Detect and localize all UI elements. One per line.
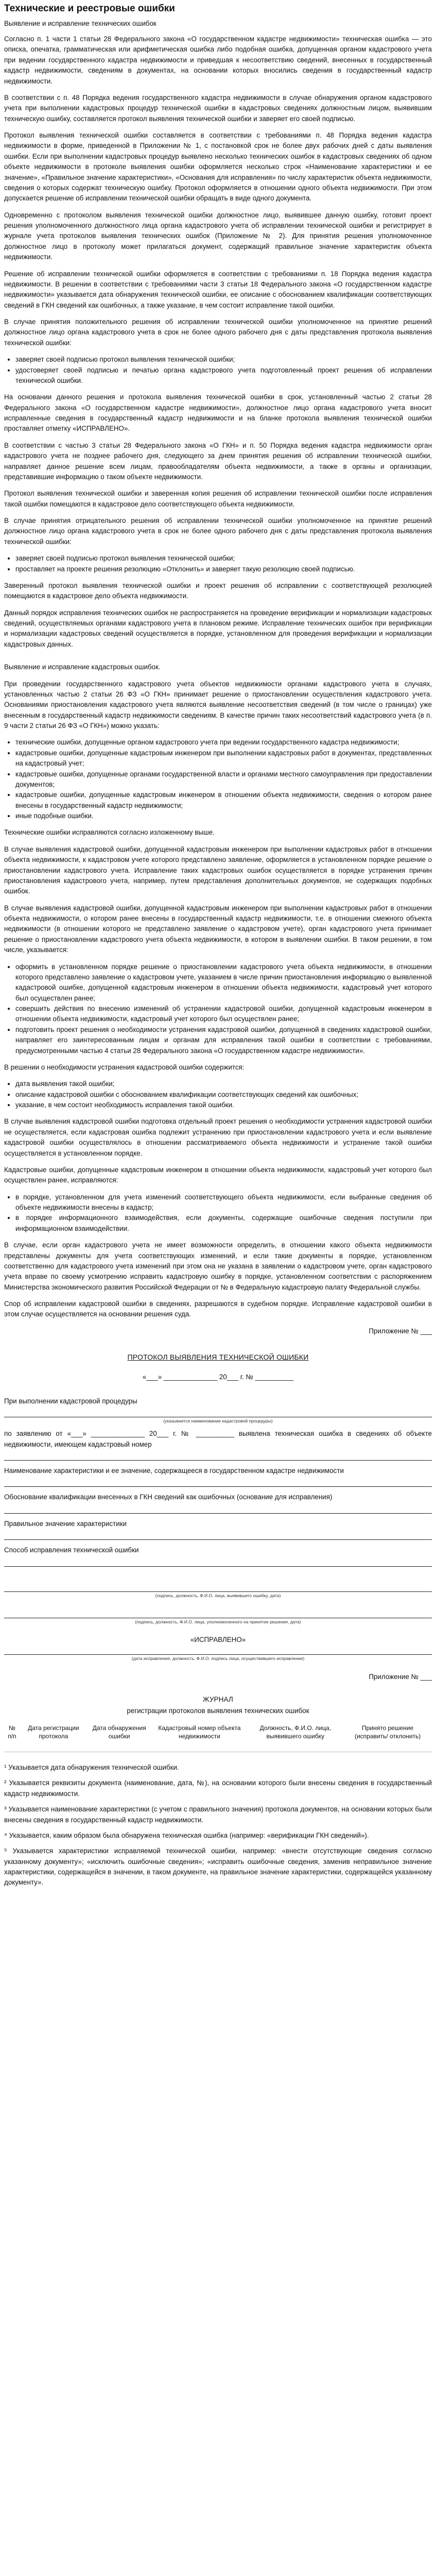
- protocol-correct-value-row: [4, 1519, 432, 1540]
- column-header: Должность, Ф.И.О. лица, выявившего ошибку: [259, 1724, 331, 1740]
- column-header: Дата обнаружения ошибки: [92, 1724, 146, 1740]
- paragraphs-block-1: [4, 34, 432, 348]
- signature-caption-1: (подпись, должность, Ф.И.О. лица, выявившего ошибку, дата): [155, 1592, 281, 1598]
- paragraph: В случае принятия положительного решения об исправлении технической ошибки уполномоченное на принятие решений должностное лицо органа кадастрового учета в срок не более одного рабочего дня с даты представления протокола выявления технической ошибки:: [4, 318, 432, 347]
- paragraph: В случае выявления кадастровой ошибки, допущенной кадастровым инженером при выполнении кадастровых работ в отношении объекта недвижимости, к кадастровом учете которого представлено заявление, оформляется в установленном порядке решение о приостановлении кадастрового учета. Исправление таких кадастровых ошибок осуществляется в порядке устранения причин приостановления кадастрового учета, например, путем представления дополнительных документов, не содержащих подобных ошибок.: [4, 845, 432, 895]
- paragraph: Решение об исправлении технической ошибки оформляется в соответствии с требованиями п. 18 Порядка ведения кадастра недвижимости. В решении в соответствии с требованиями части 3 статьи 18 Федерального закона «О государственном кадастре недвижимости» указывается дата обнаружения технической ошибки, ее описание с обоснованием квалификации соответствующих сведений в ГКН сведений как ошибочных, а также указание, в чем состоит исправление такой ошибки.: [4, 269, 432, 309]
- column-header: № п/п: [8, 1724, 16, 1740]
- list-item: • указание, в чем состоит необходимость исправления такой ошибки.: [15, 1100, 432, 1110]
- table-cell[interactable]: [151, 1741, 247, 1752]
- column-header: Кадастровый номер объекта недвижимости: [158, 1724, 241, 1740]
- characteristic-field[interactable]: [4, 1477, 432, 1487]
- spacer: [4, 1602, 432, 1608]
- journal-table: [4, 1723, 432, 1752]
- protocol-characteristic-row: [4, 1466, 432, 1487]
- procedure-field[interactable]: [4, 1408, 432, 1417]
- protocol-justification-label: Обоснование квалификации внесенных в ГКН сведений как ошибочных (основание для исправления): [4, 1493, 333, 1501]
- protocol-procedure-row: [4, 1396, 432, 1424]
- footnote: ² Указывается реквизиты документа (наименование, дата, №), на основании которого были внесены сведения в государственный кадастр недвижимости.: [4, 1779, 432, 1798]
- paragraph: В случае принятия отрицательного решения об исправлении технической ошибки уполномоченное на принятие решений должностное лицо органа кадастрового учета в срок не более одного рабочего дня с даты представления протокола выявления технической ошибки:: [4, 517, 432, 546]
- protocol-correct-value-label: Правильное значение характеристики: [4, 1519, 127, 1528]
- paragraphs-block-6: [4, 1116, 432, 1185]
- paragraph: В соответствии с п. 48 Порядка ведения государственного кадастра недвижимости в случае обнаружения органом кадастрового учета при выполнении кадастровых процедур технической ошибки в кадастровых сведениях должностным лицом, выявившим техническую ошибку, составляется протокол выявления технической ошибки и заверяет его своей подписью.: [4, 93, 432, 123]
- journal-subtitle: регистрации протоколов выявления технических ошибок: [127, 1707, 309, 1715]
- paragraph: Технические ошибки исправляются согласно изложенному выше.: [4, 828, 215, 837]
- paragraph: Протокол выявления технической ошибки и заверенная копия решения об исправлении технической ошибки после исправления такой ошибки помещаются в кадастровое дело соответствующего объекта недвижимости.: [4, 489, 432, 508]
- signature-caption-2: (подпись, должность, Ф.И.О. лица, уполномоченного на принятие решения, дата): [135, 1619, 301, 1624]
- paragraphs-block-7: [4, 1240, 432, 1320]
- signature-caption-3: (дата исправления, должность, Ф.И.О. подпись лица, осуществившего исправление): [131, 1656, 305, 1662]
- table-cell[interactable]: [87, 1741, 151, 1752]
- journal-header-row: [4, 1723, 432, 1741]
- paragraphs-block-4: [4, 827, 432, 955]
- bullet-list-4: [4, 962, 432, 1056]
- signature-block: [4, 1582, 432, 1662]
- list-item: • в порядке, установленном для учета изменений соответствующего объекта недвижимости, если выбранные сведения об объекте недвижимости внесены в кадастр;: [15, 1192, 432, 1213]
- column-header: Дата регистрации протокола: [28, 1724, 79, 1740]
- section-subtitle: Выявление и исправление технических ошибок: [4, 19, 156, 27]
- appendix-2-label: Приложение № ___: [369, 1672, 432, 1681]
- method-field[interactable]: [4, 1557, 432, 1567]
- paragraph: Одновременно с протоколом выявления технической ошибки должностное лицо, выявившее данную ошибку, готовит проект решения уполномоченного должностного лица органа кадастрового учета об исправлении технической ошибки и регистрирует в журнале учета протоколов выявления технических ошибок (Приложение № 2). Для принятия решения уполномоченное должностное лицо в протоколу может прилагаться документ, содержащий правильное значение характеристик объекта недвижимости.: [4, 211, 432, 261]
- list-item: • подготовить проект решения о необходимости устранения кадастровой ошибки, допущенной в сведениях кадастровой ошибки, направляет его заинтересованным лицам и органам для исправления такой ошибки в соответствии с требованиями, предусмотренными частью 4 статьи 28 Федерального закона «О государственном кадастре недвижимости».: [15, 1025, 432, 1056]
- list-item: • кадастровые ошибки, допущенные кадастровым инженером в отношении объекта недвижимости, сведения о котором ранее внесены в государственный кадастр недвижимости;: [15, 790, 432, 811]
- footnote: ¹ Указывается дата обнаружения технической ошибки.: [4, 1764, 179, 1772]
- signature-line-1[interactable]: [4, 1582, 432, 1592]
- protocol-method-label: Способ исправления технической ошибки: [4, 1546, 139, 1554]
- protocol-procedure-label: При выполнении кадастровой процедуры: [4, 1397, 137, 1405]
- paragraph: В случае выявления кадастровой ошибки, допущенной кадастровым инженером при выполнении кадастровых работ в отношении объекта недвижимости, о котором ранее внесены в государственный кадастр недвижимости, т.е. в отношении смежного объекта недвижимости (в отношении которого не представлено заявление о кадастровом учете), орган кадастрового учета принимает решение о приостановлении кадастрового учета объекта недвижимости, в котором в выявлении ошибки. В таком решении, в том числе, указывается:: [4, 904, 432, 954]
- footnote: ⁴ Указывается, каким образом была обнаружена техническая ошибка (например: «верификации ГКН сведений»).: [4, 1831, 369, 1839]
- paragraph: Протокол выявления технической ошибки составляется в соответствии с требованиями п. 48 Порядка ведения кадастра недвижимости в форме, приведенной в Приложении № 1, с постановкой срок не более двух рабочих дней с даты выявления ошибки. Если при выполнении кадастровых процедур выявлено несколько технических ошибок в кадастровых сведениях об одном объекте недвижимости в протоколе выявления ошибки оформляется несколько строк «Наименование характеристики и ее значение», «Правильное значение характеристики», «Основания для исправления» по числу характеристик объекта недвижимости, сведения о которых содержат техническую ошибку. Протокол оформляется в отношении одного объекта недвижимости. При этом допускается решение об исправлении технической ошибки обращать в виде одного документа.: [4, 131, 432, 202]
- table-cell[interactable]: [20, 1741, 87, 1752]
- bullet-list-6: [4, 1192, 432, 1234]
- list-item: • удостоверяет своей подписью и печатью органа кадастрового учета подготовленный проект решения об исправлении технической ошибки.: [15, 365, 432, 386]
- list-item: • технические ошибки, допущенные органом кадастрового учета при ведении государственного кадастра недвижимости;: [15, 737, 432, 748]
- protocol-application-text: по заявлению от «___» ______________ 20___ г. № __________ выявлена техническая ошибка в сведениях об объекте недвижимости, имеющем кадастровый номер: [4, 1430, 432, 1448]
- paragraph: Согласно п. 1 части 1 статьи 28 Федерального закона «О государственном кадастре недвижимости» техническая ошибка — это описка, опечатка, грамматическая или арифметическая ошибка либо подобная ошибка, допущенная органом кадастрового учета при ведении государственного кадастра недвижимости и приведшая к несоответствию сведений, внесенных в государственный кадастр недвижимости, сведениям в документах, на основании которых вносились сведения в государственный кадастр недвижимости.: [4, 35, 432, 85]
- journal-title: ЖУРНАЛ: [203, 1695, 233, 1703]
- paragraph: Заверенный протокол выявления технической ошибки и проект решения об исправлении с соответствующей резолюцией помещаются в кадастровое дело объекта недвижимости.: [4, 581, 432, 600]
- bullet-list-1: [4, 354, 432, 386]
- protocol-characteristic-label: Наименование характеристики и ее значение, содержащееся в государственном кадастре недвижимости: [4, 1467, 344, 1475]
- list-item: • описание кадастровой ошибки с обоснованием квалификации соответствующих сведений как ошибочных;: [15, 1090, 432, 1100]
- table-cell[interactable]: [4, 1741, 20, 1752]
- page-title: Технические и реестровые ошибки: [4, 3, 175, 14]
- list-item: • дата выявления такой ошибки;: [15, 1079, 432, 1089]
- bullet-list-2: [4, 553, 432, 574]
- paragraph: Спор об исправлении кадастровой ошибки в сведениях, разрешаются в судебном порядке. Исправление кадастровой ошибки в этом случае осуществляется на основании решения суда.: [4, 1300, 432, 1318]
- footnote: ³ Указывается наименование характеристики (с учетом с правильного значения) протокола документов, на основании которых были внесены сведения в государственный кадастр недвижимости.: [4, 1805, 432, 1824]
- footnote: ⁵ Указывается характеристики исправляемой технической ошибки, например: «внести отсутствующие сведения согласно указанному документу»; «исключить ошибочные сведения»; «исправить ошибочные сведения, заменив неправильное значение характеристики, содержащейся в значении, в таком документе, на правильное значение характеристики, содержащейся указанному документу».: [4, 1847, 432, 1887]
- list-item: • в порядке информационного взаимодействия, если документы, содержащие ошибочные сведения поступили при информационном взаимодействии.: [15, 1213, 432, 1234]
- list-item: • заверяет своей подписью протокол выявления технической ошибки;: [15, 553, 432, 564]
- protocol-justification-row: [4, 1492, 432, 1513]
- list-item: • проставляет на проекте решения резолюцию «Отклонить» и заверяет такую резолюцию своей подписью.: [15, 564, 432, 574]
- bullet-list-5: [4, 1079, 432, 1110]
- paragraph: В соответствии с частью 3 статьи 28 Федерального закона «О ГКН» и п. 50 Порядка ведения кадастра недвижимости орган кадастрового учета не позднее рабочего дня, следующего за днем принятия решения об исправлении технической ошибки, направляет данное решение всем лицам, правообладателям объекта недвижимости, а также в органы и организации, представившие информацию о таком объекте недвижимости.: [4, 441, 432, 481]
- list-item: • кадастровые ошибки, допущенные органами государственной власти и органами местного самоуправления при предоставлении документов;: [15, 769, 432, 790]
- footnotes: [4, 1762, 432, 1888]
- cadastral-number-field[interactable]: [4, 1451, 432, 1461]
- corrected-mark: «ИСПРАВЛЕНО»: [190, 1635, 246, 1643]
- paragraph: В случае, если орган кадастрового учета не имеет возможности определить, в отношении какого объекта недвижимости представлены документы для учета соответствующих изменений, и если такие документы в порядке, установленном соответственно для кадастрового учета изменений при этом она не указана в заявлении о кадастровом учете, орган кадастрового учета вправе по своему усмотрению исправить кадастровую ошибку в порядке, установленном соответствии с распоряжением Министерства экономического развития Российской Федерации от № в Федеральную кадастровую палату Федеральной службы.: [4, 1241, 432, 1291]
- paragraph: Данный порядок исправления технических ошибок не распространяется на проведение верификации и нормализации кадастровых сведений, осуществляемых органами кадастрового учета в плановом режиме. Исправление технических ошибок при верификации и нормализации кадастровых сведений осуществляется в порядке, установленном для проведения верификации и нормализации кадастровых данных.: [4, 608, 432, 648]
- list-item: • иные подобные ошибки.: [15, 811, 432, 821]
- correct-value-field[interactable]: [4, 1530, 432, 1540]
- spacer: [4, 656, 432, 662]
- section-heading: Выявление и исправление кадастровых ошибок.: [4, 663, 161, 671]
- paragraph: Кадастровые ошибки, допущенные кадастровым инженером в отношении объекта недвижимости, кадастровый учет которого был осуществлен ранее, исправляются:: [4, 1165, 432, 1184]
- column-header: Принято решение (исправить/ отклонить): [354, 1724, 421, 1740]
- bullet-list-3: [4, 737, 432, 821]
- list-item: • оформить в установленном порядке решение о приостановлении кадастрового учета объекта недвижимости, в отношении которого представлено заявление о кадастровом учете, указанием в числе причин приостановления информацию о выявленной кадастровой ошибке, допущенной кадастровым инженером в отношении объекта недвижимости, кадастровый учет которого был осуществлен ранее;: [15, 962, 432, 1004]
- table-cell[interactable]: [247, 1741, 343, 1752]
- justification-field[interactable]: [4, 1504, 432, 1514]
- protocol-method-row: [4, 1545, 432, 1566]
- protocol-application-row: [4, 1429, 432, 1461]
- procedure-note: (указывается наименование кадастровой процедуры): [163, 1418, 273, 1424]
- protocol-title: ПРОТОКОЛ ВЫЯВЛЕНИЯ ТЕХНИЧЕСКОЙ ОШИБКИ: [127, 1353, 309, 1362]
- paragraphs-block-2: [4, 392, 432, 547]
- signature-line-3[interactable]: [4, 1645, 432, 1655]
- list-item: • кадастровые ошибки, допущенные кадастровым инженером при выполнении кадастровых работ в документах, представленных на кадастровый учет;: [15, 748, 432, 769]
- table-cell[interactable]: [343, 1741, 432, 1752]
- paragraph: В случае выявления кадастровой ошибки подготовка отдельный проект решения о необходимости устранения кадастровой ошибки не осуществляется, если кадастровая ошибка подлежит устранению при приостановлении кадастрового учета и если выявление кадастровой ошибки осуществлялось в отношении рассматриваемого объекта недвижимости и устранение такой ошибки осуществляется в установленном порядке.: [4, 1117, 432, 1157]
- signature-line-2[interactable]: [4, 1608, 432, 1618]
- table-row: [4, 1741, 432, 1752]
- paragraph: На основании данного решения и протокола выявления технической ошибки в срок, установленный частью 2 статьи 28 Федерального закона «О государственном кадастре недвижимости», должностное лицо органа кадастрового учета вносит исправленные сведения в государственный кадастр недвижимости и на бланке протокола выявления технической ошибки проставляет отметку «ИСПРАВЛЕНО».: [4, 393, 432, 433]
- paragraphs-block-3: [4, 581, 432, 732]
- spacer: [4, 1629, 432, 1635]
- list-item: • заверяет своей подписью протокол выявления технической ошибки;: [15, 354, 432, 365]
- paragraph: В решении о необходимости устранения кадастровой ошибки содержится:: [4, 1063, 245, 1071]
- list-item: • совершить действия по внесению изменений об устранении кадастровой ошибки, допущенной кадастровым инженером в отношении объекта недвижимости, кадастровый учет которого был осуществлен ранее;: [15, 1004, 432, 1025]
- protocol-dateline: «___» ______________ 20___ г. № __________: [142, 1373, 294, 1381]
- paragraph: При проведении государственного кадастрового учета объектов недвижимости органами кадастрового учета в случаях, установленных частью 2 статьи 26 ФЗ «О ГКН» принимает решение о приостановлении осуществления кадастрового учета. Основаниями приостановления кадастрового учета являются выявление несоответствия сведений (в том числе о границах) уже внесенным в государственный кадастр недвижимости сведениям. В качестве причин таких несоответствий кадастрового учета (в п. 9 части 2 статьи 26 ФЗ «О ГКН») можно указать:: [4, 680, 432, 730]
- appendix-1-label: Приложение № ___: [369, 1327, 432, 1335]
